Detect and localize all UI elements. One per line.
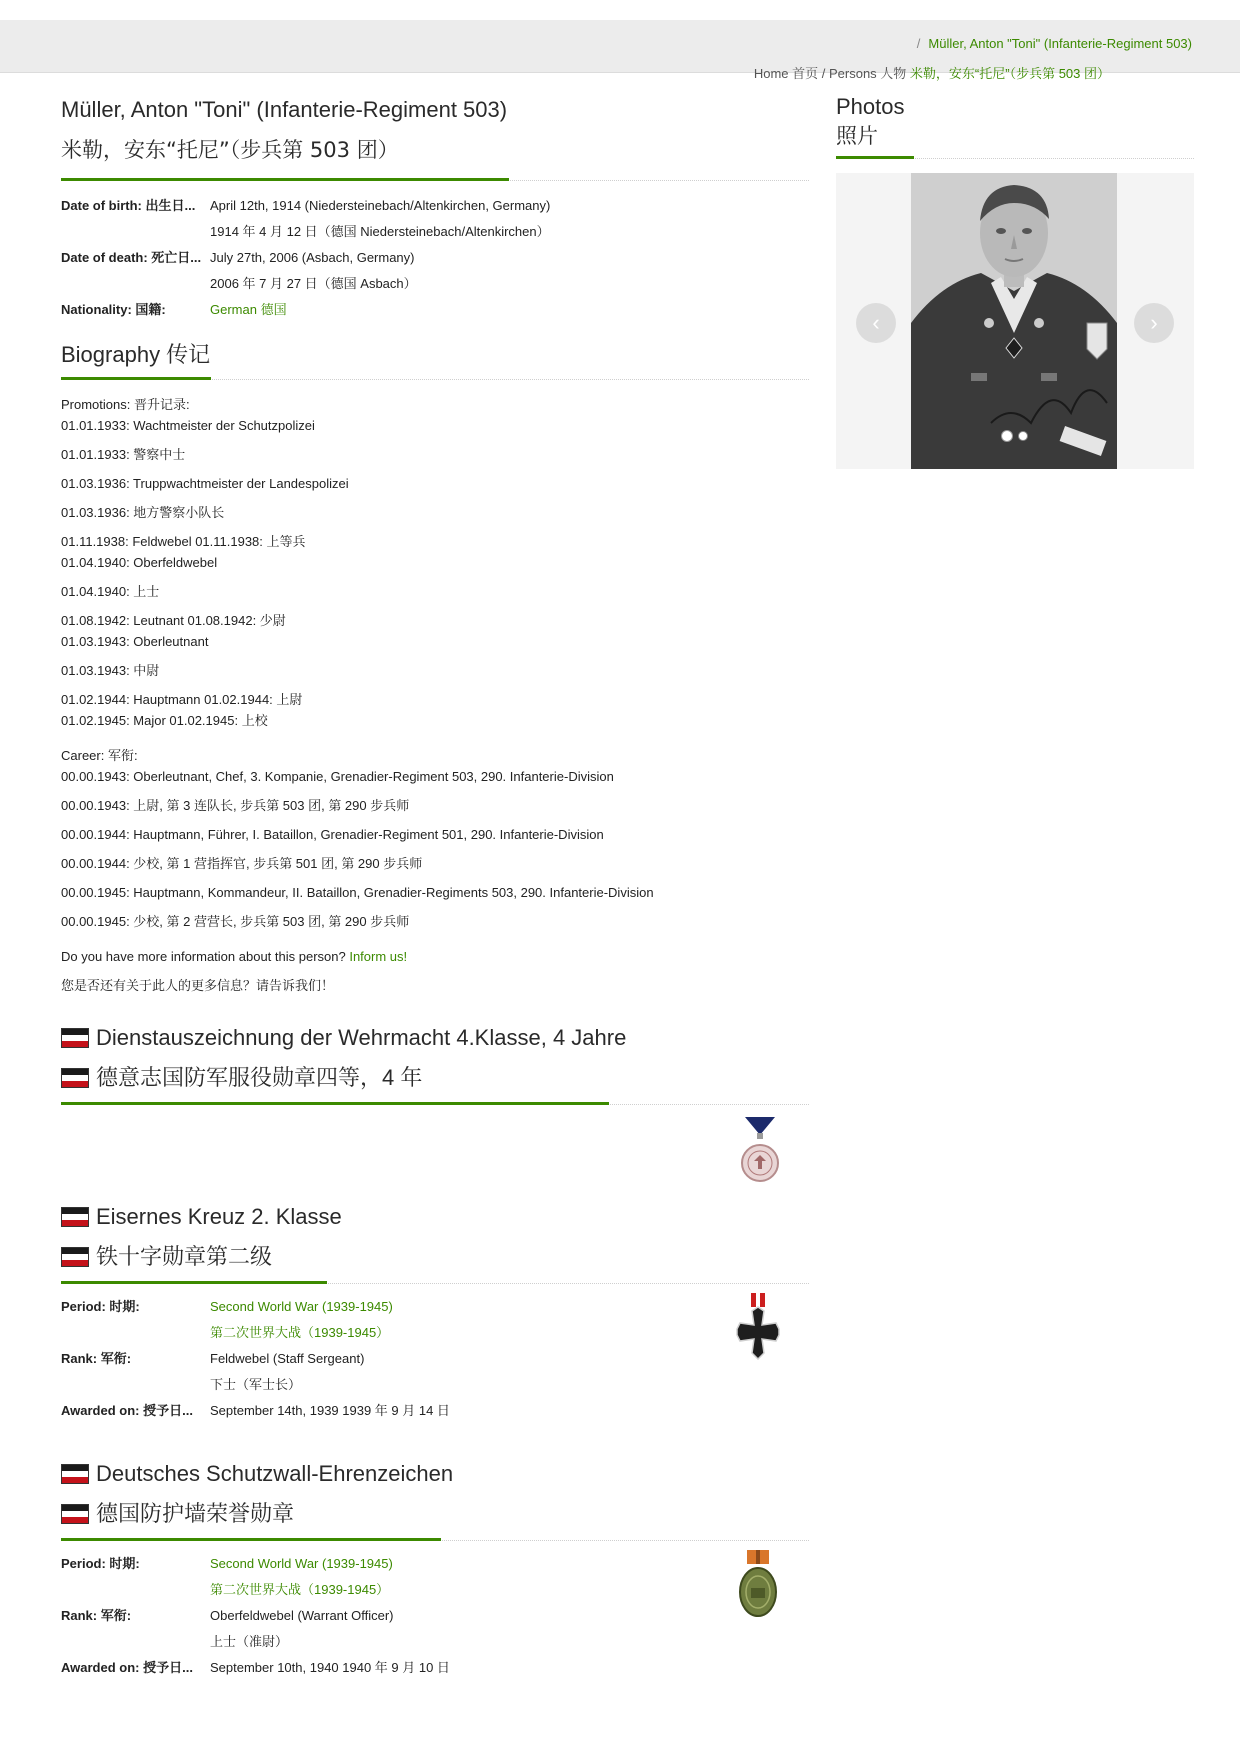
award-rule <box>61 1540 809 1541</box>
chevron-right-icon: › <box>1150 310 1158 335</box>
page-title-zh: 米勒，安东“托尼”（步兵第 503 团） <box>61 138 399 162</box>
award-title-zh: 德意志国防军服役勋章四等，4 年 <box>61 1058 809 1098</box>
career-item: 00.00.1944: Hauptmann, Führer, I. Bataillon, Grenadier-Regiment 501, 290. Infanterie-Division <box>61 827 604 842</box>
biography-title: Biography 传记 <box>61 342 211 367</box>
promotion-item: 01.04.1940: Oberfeldwebel <box>61 555 218 570</box>
birth-row-zh <box>61 219 809 245</box>
breadcrumb-current-label: Müller, Anton "Toni" (Infanterie-Regiment 503) <box>928 36 1192 51</box>
more-info-question: Do you have more information about this person? Inform us! <box>61 949 408 964</box>
german-flag-icon <box>61 1028 89 1048</box>
career-item: 00.00.1944: 少校, 第 1 营指挥官, 步兵第 501 团, 第 290 步兵师 <box>61 856 423 871</box>
awarded-value: September 10th, 1940 1940 年 9 月 10 日 <box>210 1660 450 1675</box>
german-flag-icon <box>61 1464 89 1484</box>
career-item: 00.00.1943: 上尉, 第 3 连队长, 步兵第 503 团, 第 290 步兵师 <box>61 798 410 813</box>
german-flag-icon <box>61 1207 89 1227</box>
rank-label: Rank: 军衔: <box>61 1608 132 1623</box>
promotion-item: 01.04.1940: 上士 <box>61 584 160 599</box>
career-item: 00.00.1945: Hauptmann, Kommandeur, II. Bataillon, Grenadier-Regiments 503, 290. Infanterie-Division <box>61 885 654 900</box>
award-title: Deutsches Schutzwall-Ehrenzeichen <box>61 1454 809 1494</box>
breadcrumb-separator: / <box>916 36 921 51</box>
awarded-value: September 14th, 1939 1939 年 9 月 14 日 <box>210 1403 450 1418</box>
person-facts <box>61 193 809 323</box>
person-header <box>61 92 809 181</box>
award-rule <box>61 1283 809 1284</box>
iron-cross-icon <box>737 1293 779 1363</box>
promotion-item: 01.03.1936: Truppwachtmeister der Landespolizei <box>61 476 349 491</box>
rank-value: Feldwebel (Staff Sergeant) <box>210 1351 365 1366</box>
death-row <box>61 245 809 271</box>
biography-header <box>61 337 809 380</box>
german-flag-icon <box>61 1504 89 1524</box>
death-row-zh <box>61 271 809 297</box>
period-label: Period: 时期: <box>61 1556 140 1571</box>
awarded-label: Awarded on: 授予日... <box>61 1403 193 1418</box>
service-medal-icon <box>741 1117 779 1185</box>
awarded-label: Awarded on: 授予日... <box>61 1660 193 1675</box>
rank-value-zh: 上士（准尉） <box>210 1634 289 1649</box>
page-title: Müller, Anton "Toni" (Infanterie-Regiment 503) <box>61 97 508 122</box>
schutzwall-medal-icon <box>737 1550 779 1620</box>
photos-title: Photos <box>836 94 905 119</box>
carousel-dot-active[interactable] <box>1002 431 1012 441</box>
award-title-zh: 德国防护墙荣誉勋章 <box>61 1494 809 1534</box>
birth-value-zh: 1914 年 4 月 12 日（德国 Niedersteinebach/Altenkirchen） <box>210 224 550 239</box>
more-info-question-zh: 您是否还有关于此人的更多信息？请告诉我们！ <box>61 978 335 993</box>
period-link[interactable]: Second World War (1939-1945) <box>210 1556 393 1571</box>
death-value: July 27th, 2006 (Asbach, Germany) <box>210 250 415 265</box>
breadcrumb-persons-link[interactable]: Persons 人物 <box>828 66 907 81</box>
nationality-row <box>61 297 809 323</box>
breadcrumb-home-link[interactable]: Home 首页 <box>753 66 819 81</box>
photos-panel <box>836 92 1194 469</box>
nationality-label: Nationality: 国籍: <box>61 302 166 317</box>
biography-body <box>61 394 809 996</box>
career-item: 00.00.1945: 少校, 第 2 营营长, 步兵第 503 团, 第 290 步兵师 <box>61 914 410 929</box>
main-content <box>61 92 809 1681</box>
photos-rule <box>836 158 1194 159</box>
award-section <box>61 1018 809 1187</box>
award-details <box>61 1294 809 1424</box>
carousel-next-button[interactable] <box>1134 303 1174 343</box>
rank-value-zh: 下士（军士长） <box>210 1377 302 1392</box>
carousel-prev-button[interactable] <box>856 303 896 343</box>
career-item: 00.00.1943: Oberleutnant, Chef, 3. Kompanie, Grenadier-Regiment 503, 290. Infanterie-Division <box>61 769 614 784</box>
promotion-item: 01.01.1933: 警察中士 <box>61 447 186 462</box>
award-title: Dienstauszeichnung der Wehrmacht 4.Klasse, 4 Jahre <box>61 1018 809 1058</box>
biography-accent-rule <box>61 377 211 380</box>
period-link-zh[interactable]: 第二次世界大战（1939-1945） <box>210 1582 390 1597</box>
chevron-left-icon: ‹ <box>872 310 880 335</box>
portrait-photo[interactable] <box>911 173 1117 469</box>
carousel-dot[interactable] <box>1018 431 1028 441</box>
photos-title-zh: 照片 <box>836 125 878 148</box>
award-section <box>61 1197 809 1424</box>
promotion-item: 01.03.1943: 中尉 <box>61 663 160 678</box>
promotion-item: 01.02.1945: Major 01.02.1945: 上校 <box>61 713 268 728</box>
birth-label: Date of birth: 出生日... <box>61 198 196 213</box>
title-accent-rule <box>61 178 509 181</box>
breadcrumb-separator: / <box>821 66 829 81</box>
death-label: Date of death: 死亡日... <box>61 250 202 265</box>
birth-value: April 12th, 1914 (Niedersteinebach/Altenkirchen, Germany) <box>210 198 551 213</box>
promotion-item: 01.03.1936: 地方警察小队长 <box>61 505 225 520</box>
promotion-item: 01.01.1933: Wachtmeister der Schutzpolizei <box>61 418 315 433</box>
award-section <box>61 1454 809 1681</box>
career-label: Career: 军衔: <box>61 748 138 763</box>
breadcrumb-current-zh: 米勒，安东“托尼”（步兵第 503 团） <box>909 66 1110 81</box>
german-flag-icon <box>61 1068 89 1088</box>
award-details <box>61 1551 809 1681</box>
period-link[interactable]: Second World War (1939-1945) <box>210 1299 393 1314</box>
award-title: Eisernes Kreuz 2. Klasse <box>61 1197 809 1237</box>
promotions-label: Promotions: 晋升记录: <box>61 397 190 412</box>
promotion-item: 01.11.1938: Feldwebel 01.11.1938: 上等兵 <box>61 534 306 549</box>
period-link-zh[interactable]: 第二次世界大战（1939-1945） <box>210 1325 390 1340</box>
carousel-indicators <box>1002 431 1028 441</box>
german-flag-icon <box>61 1247 89 1267</box>
inform-us-link[interactable]: Inform us! <box>349 949 408 964</box>
breadcrumb-current <box>917 36 1192 51</box>
nationality-link[interactable]: German 德国 <box>210 302 287 317</box>
breadcrumb-bar <box>0 20 1240 81</box>
promotion-item: 01.03.1943: Oberleutnant <box>61 634 209 649</box>
award-title-zh: 铁十字勋章第二级 <box>61 1237 809 1277</box>
rank-label: Rank: 军衔: <box>61 1351 132 1366</box>
rank-value: Oberfeldwebel (Warrant Officer) <box>210 1608 394 1623</box>
death-value-zh: 2006 年 7 月 27 日（德国 Asbach） <box>210 276 417 291</box>
promotion-item: 01.02.1944: Hauptmann 01.02.1944: 上尉 <box>61 692 303 707</box>
birth-row <box>61 193 809 219</box>
breadcrumb <box>754 63 1110 82</box>
promotion-item: 01.08.1942: Leutnant 01.08.1942: 少尉 <box>61 613 286 628</box>
photo-carousel[interactable] <box>836 173 1194 469</box>
period-label: Period: 时期: <box>61 1299 140 1314</box>
